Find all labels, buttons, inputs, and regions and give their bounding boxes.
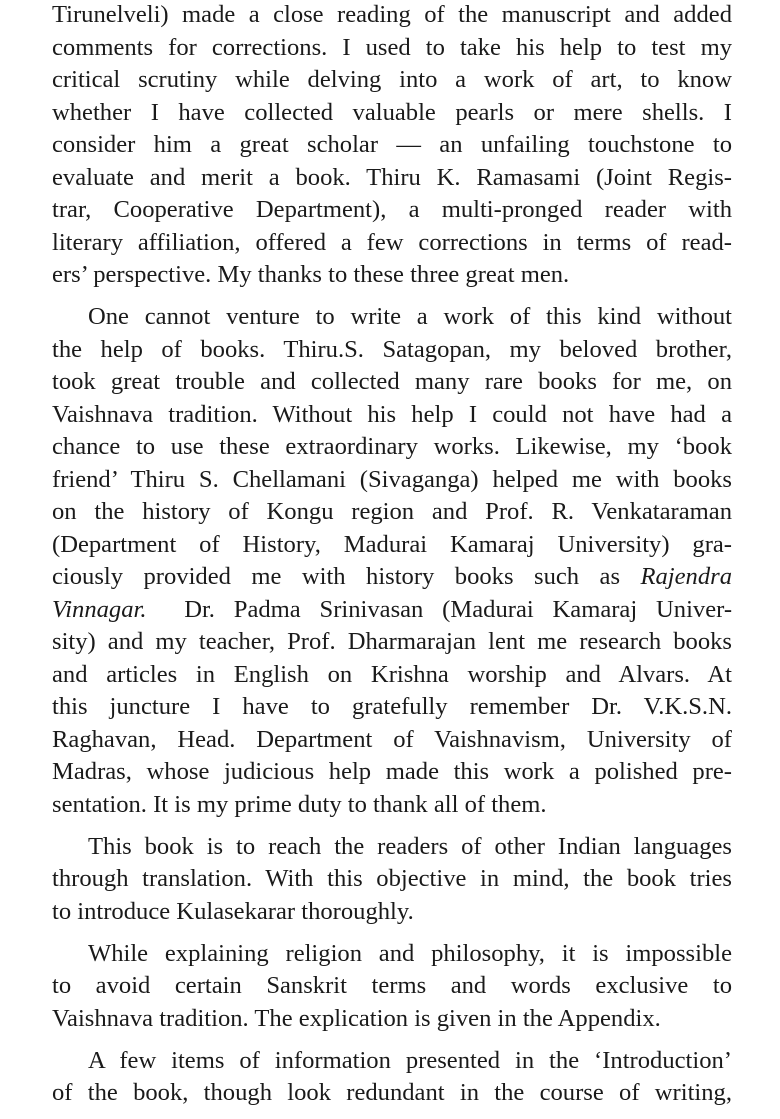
text-line: this juncture I have to gratefully remember Dr. V.K.S.N. [52, 693, 732, 720]
book-title-italic: Vinnagar. [52, 595, 147, 623]
text-line: the help of books. Thiru.S. Satagopan, my beloved brother, [52, 335, 732, 363]
text-line: whether I have collected valuable pearls or mere shells. I [52, 98, 732, 126]
text-line: consider him a great scholar — an unfailing touchstone to [52, 131, 732, 158]
text-line: comments for corrections. I used to take his help to test my [52, 33, 732, 61]
text-line: literary affiliation, offered a few corrections in terms of read- [52, 228, 732, 256]
text-line: of the book, though look redundant in the course of writing, [52, 1079, 732, 1106]
text-line: Vaishnava tradition. Without his help I could not have had a [52, 400, 732, 428]
text-line [52, 594, 732, 627]
text-line: Raghavan, Head. Department of Vaishnavism, University of [52, 725, 732, 753]
text-line: While explaining religion and philosophy, it is impossible [88, 939, 732, 967]
text-line: ers’ perspective. My thanks to these three great men. [52, 261, 570, 288]
text-line: took great trouble and collected many rare books for me, on [52, 368, 732, 395]
paragraph-acknowledgement-reviewers [52, 0, 732, 292]
text-line: sity) and my teacher, Prof. Dharmarajan lent me research books [52, 628, 732, 655]
text-line: Tirunelveli) made a close reading of the manuscript and added [52, 1, 732, 28]
text-line: through translation. With this objective in mind, the book tries [52, 865, 732, 892]
text-line: trar, Cooperative Department), a multi-pronged reader with [52, 196, 732, 223]
text-line: (Department of History, Madurai Kamaraj University) gra- [52, 530, 732, 558]
paragraph-sanskrit-terms [52, 938, 732, 1036]
text-line: and articles in English on Krishna worship and Alvars. At [52, 660, 732, 688]
text-line: This book is to reach the readers of other Indian languages [88, 832, 732, 860]
text-line: to introduce Kulasekarar thoroughly. [52, 897, 414, 925]
book-title-italic: Rajendra [640, 563, 732, 590]
text-line: to avoid certain Sanskrit terms and words exclusive to [52, 972, 732, 999]
text-line: Madras, whose judicious help made this work a polished pre- [52, 758, 732, 785]
text-line [52, 561, 732, 594]
text-line: on the history of Kongu region and Prof. R. Venkataraman [52, 498, 732, 525]
document-page [52, 0, 732, 1119]
text-line: Vaishnava tradition. The explication is given in the Appendix. [52, 1004, 661, 1032]
text-line: chance to use these extraordinary works. Likewise, my ‘book [52, 433, 732, 460]
text-segment: Dr. Padma Srinivasan (Madurai Kamaraj Univer- [184, 595, 733, 623]
text-line: A few items of information presented in the ‘Introduction’ [88, 1046, 732, 1074]
text-line: evaluate and merit a book. Thiru K. Ramasami (Joint Regis- [52, 163, 732, 191]
text-line: critical scrutiny while delving into a work of art, to know [52, 66, 732, 93]
paragraph-introduction-note [52, 1045, 732, 1110]
paragraph-translation-purpose [52, 831, 732, 929]
text-line: One cannot venture to write a work of this kind without [88, 303, 732, 330]
text-line: sentation. It is my prime duty to thank all of them. [52, 790, 547, 818]
paragraph-acknowledgement-books [52, 301, 732, 821]
text-line: friend’ Thiru S. Chellamani (Sivaganga) helped me with books [52, 465, 732, 493]
text-segment: ciously provided me with history books such as [52, 563, 621, 590]
